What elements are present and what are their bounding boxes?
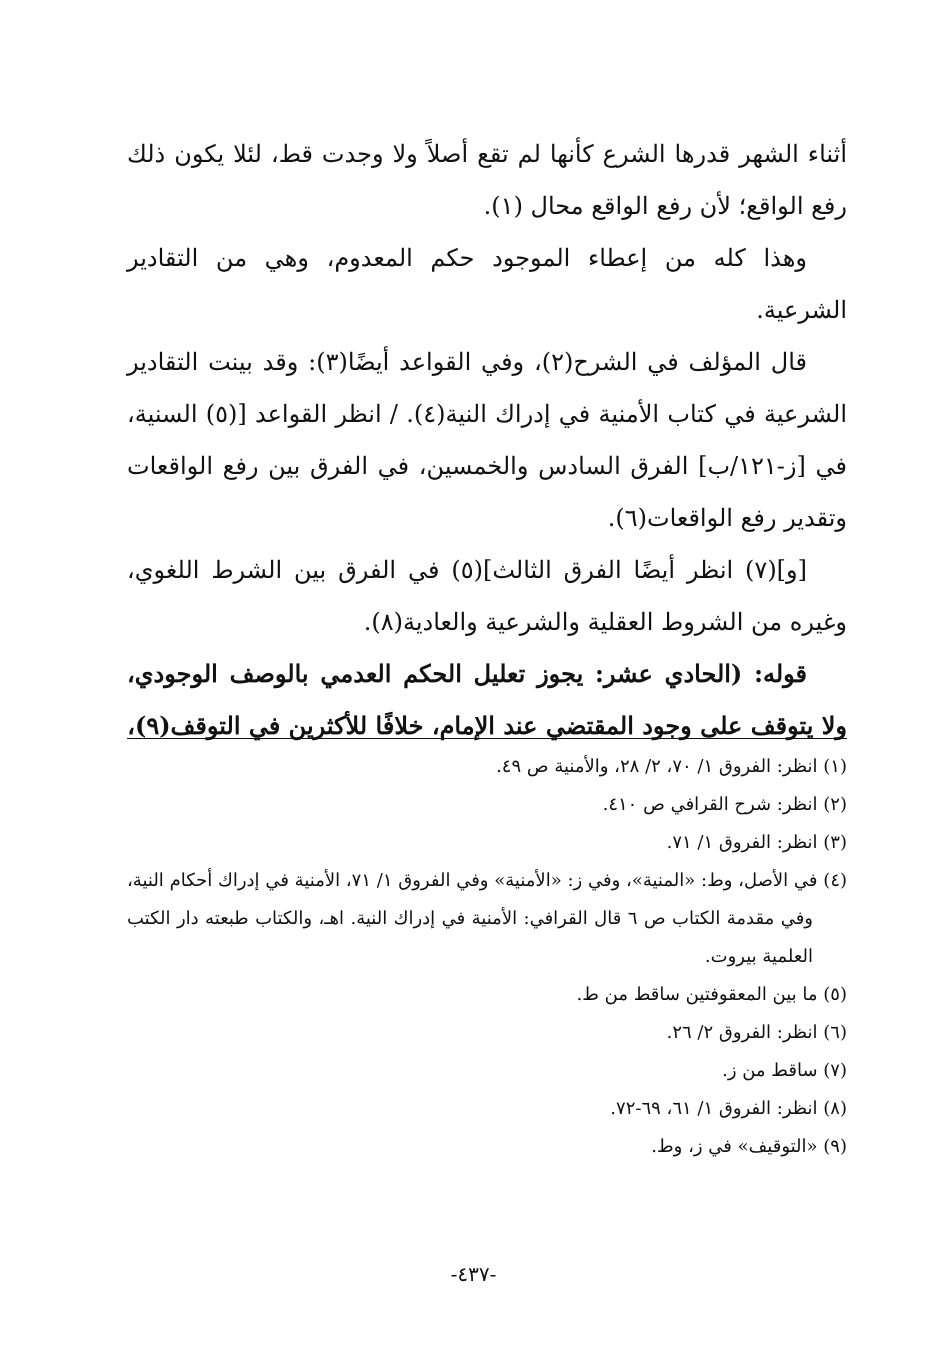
page-number: -٤٣٧- bbox=[450, 1262, 497, 1286]
paragraph-2: وهذا كله من إعطاء الموجود حكم المعدوم، وهي من التقادير الشرعية. bbox=[127, 244, 847, 324]
footnote-3: (٣) انظر: الفروق ١/ ٧١. bbox=[666, 832, 847, 853]
footnote-9: (٩) «التوقيف» في ز، وط. bbox=[651, 1136, 847, 1157]
paragraph-1: أثناء الشهر قدرها الشرع كأنها لم تقع أصلاً ولا وجدت قط، لئلا يكون ذلك رفع الواقع؛ لأن رفع الواقع محال (١). bbox=[127, 140, 847, 220]
paragraph-5-quote: قوله: (الحادي عشر: يجوز تعليل الحكم العدمي بالوصف الوجودي، ولا يتوقف على وجود المقتضي عند الإمام، خلافًا للأكثرين في التوقف(٩)، bbox=[127, 659, 847, 740]
footnote-separator bbox=[127, 738, 847, 739]
footnote-1: (١) انظر: الفروق ١/ ٧٠، ٢/ ٢٨، والأمنية ص ٤٩. bbox=[496, 756, 847, 777]
footnote-2: (٢) انظر: شرح القرافي ص ٤١٠. bbox=[602, 794, 847, 815]
footnotes bbox=[127, 748, 847, 1166]
footnote-4: (٤) في الأصل، وط: «المنية»، وفي ز: «الأمنية» وفي الفروق ١/ ٧١، الأمنية في إدراك أحكام النية، وفي مقدمة الكتاب ص ٦ قال القرافي: الأمنية في إدراك النية. اهـ، والكتاب طبعته دار الكتب العلمية بيروت. bbox=[127, 870, 848, 967]
footnote-8: (٨) انظر: الفروق ١/ ٦١، ٦٩-٧٢. bbox=[610, 1098, 847, 1119]
paragraph-4: [و](٧) انظر أيضًا الفرق الثالث](٥) في الفرق بين الشرط اللغوي، وغيره من الشروط العقلية والشرعية والعادية(٨). bbox=[127, 556, 847, 636]
paragraph-3: قال المؤلف في الشرح(٢)، وفي القواعد أيضًا(٣): وقد بينت التقادير الشرعية في كتاب الأمنية في إدراك النية(٤). / انظر القواعد [(٥) السنية، في [ز-١٢١/ب] الفرق السادس والخمسين، في الفرق بين رفع الواقعات وتقدير رفع الواقعات(٦). bbox=[127, 348, 848, 532]
footnote-5: (٥) ما بين المعقوفتين ساقط من ط. bbox=[576, 984, 847, 1005]
footnote-6: (٦) انظر: الفروق ٢/ ٢٦. bbox=[666, 1022, 847, 1043]
footnote-7: (٧) ساقط من ز. bbox=[722, 1060, 847, 1081]
main-text bbox=[127, 128, 847, 752]
